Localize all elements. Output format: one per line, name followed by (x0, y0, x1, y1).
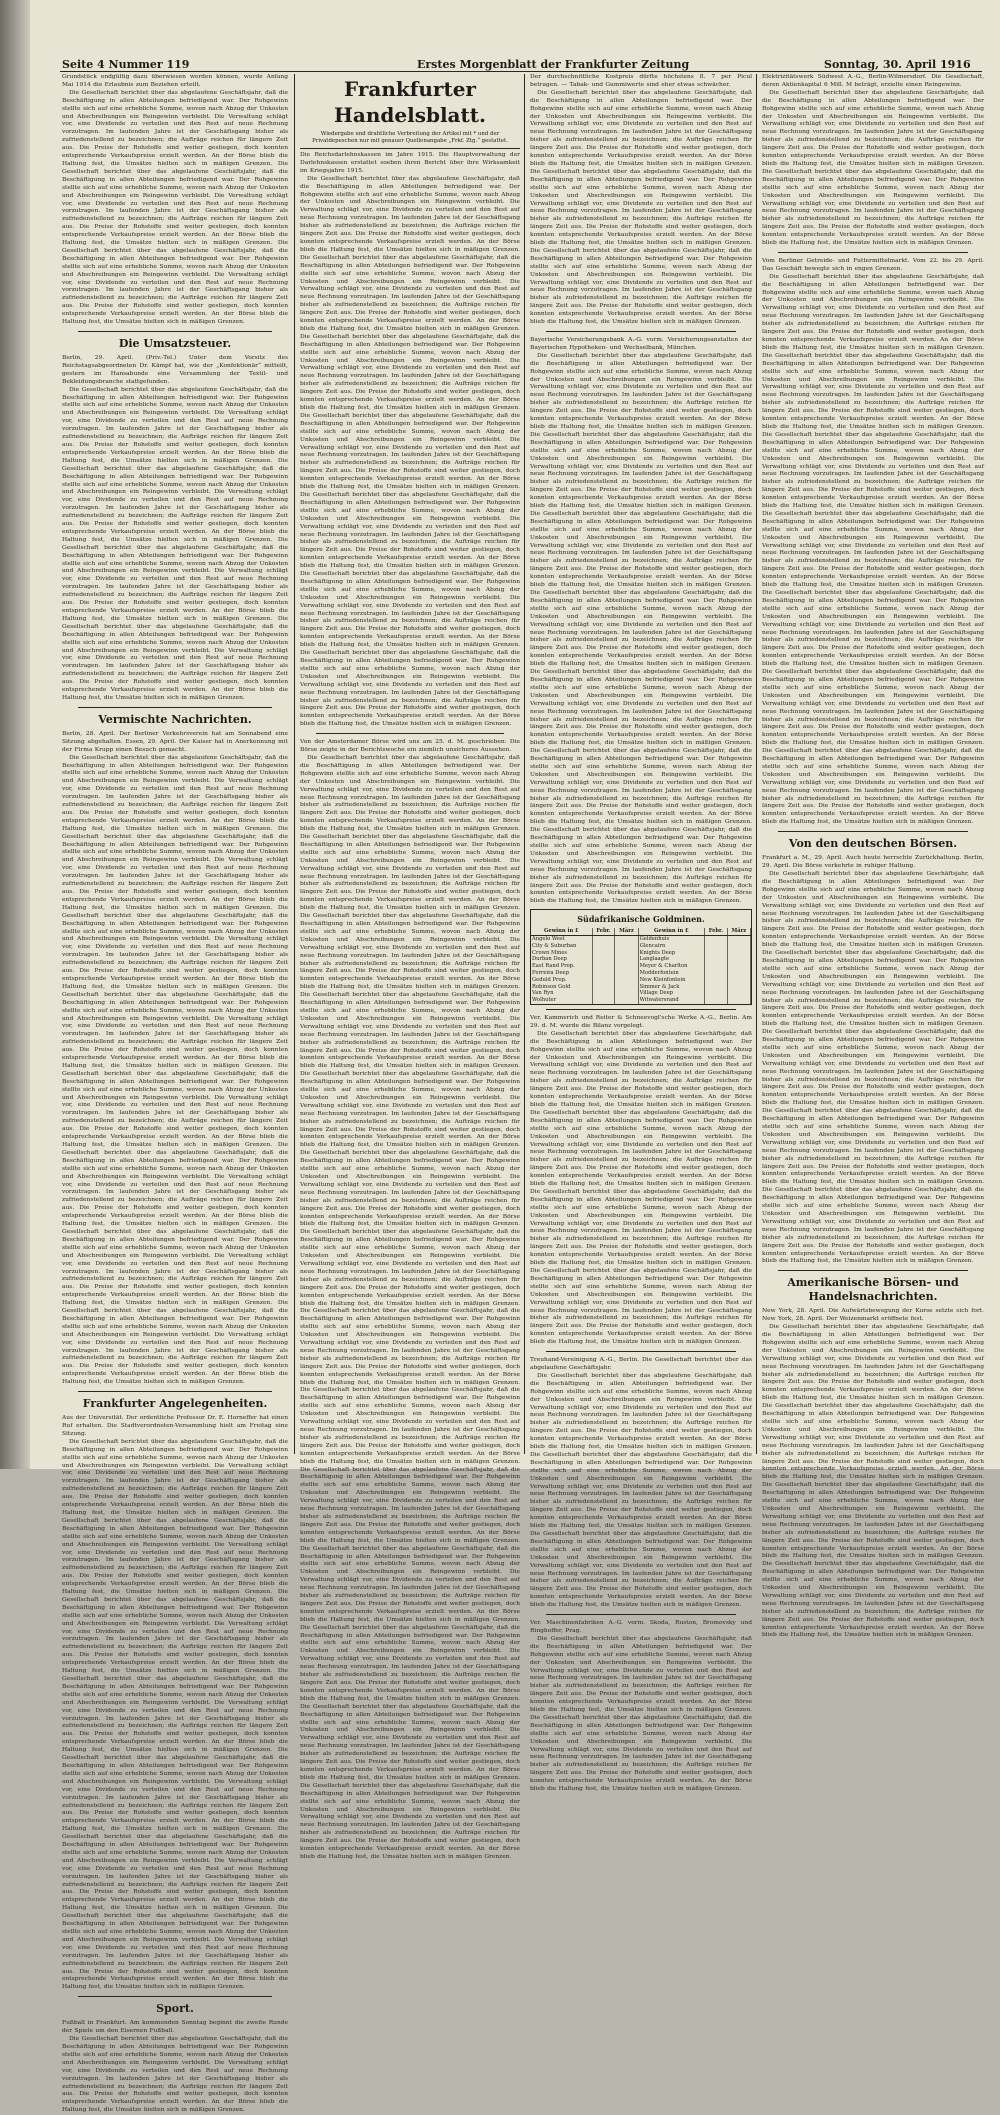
section-heading-sport: Sport. (156, 2002, 194, 2016)
table-cell (727, 984, 750, 991)
column-4 (762, 74, 984, 1639)
table-cell (705, 977, 728, 984)
table-cell (727, 956, 750, 963)
column-divider (524, 74, 525, 1454)
table-row (531, 990, 751, 997)
table-header: März (615, 928, 638, 935)
table-cell (615, 956, 638, 963)
table-cell (615, 997, 638, 1004)
table-cell (592, 943, 615, 950)
article-text: Die Gesellschaft berichtet über das abgelaufene Geschäftsjahr, daß die Beschäftigung in allen Abteilungen befriedigend war. Der Rohgewinn stellte sich auf eine erhebliche Summe, wovon nach Abzug der Unkosten und Abschreibungen ein Reingewinn verbleibt. Die Verwaltung schlägt vor, eine Dividende zu verteilen und den Rest auf neue Rechnung vorzutragen. Im laufenden Jahre ist der Geschäftsgang bisher als zufriedenstellend zu bezeichnen; die Aufträge reichen für längere Zeit aus. Die Preise der Rohstoffe sind weiter gestiegen, doch konnten entsprechende Verkaufspreise erzielt werden. An der Börse blieb die Haltung fest, die Umsätze hielten sich in mäßigen Grenzen. Die Gesellschaft berichtet über das abgelaufene Geschäftsjahr, daß die Beschäftigung in allen Abteilungen befriedigend war. Der Rohgewinn stellte sich auf eine erhebliche Summe, wovon nach Abzug der Unkosten und Abschreibungen ein Reingewinn verbleibt. Die Verwaltung schlägt vor, eine Dividende zu verteilen und den Rest auf neue Rechnung vorzutragen. Im laufenden Jahre ist der Geschäftsgang bisher als zufriedenstellend zu bezeichnen; die Aufträge reichen für längere Zeit aus. Die Preise der Rohstoffe sind weiter gestiegen, doch konnten entsprechende Verkaufspreise erzielt werden. An der Börse blieb die Haltung fest, die Umsätze hielten sich in mäßigen Grenzen. Die Gesellschaft berichtet über das abgelaufene Geschäftsjahr, daß die Beschäftigung in allen Abteilungen befriedigend war. Der Rohgewinn stellte sich auf eine erhebliche Summe, wovon nach Abzug der Unkosten und Abschreibungen ein Reingewinn verbleibt. Die Verwaltung schlägt vor, eine Dividende zu verteilen und den Rest auf neue Rechnung vorzutragen. Im laufenden Jahre ist der Geschäftsgang bisher als zufriedenstellend zu bezeichnen; die Aufträge reichen für längere Zeit aus. Die Preise der Rohstoffe sind weiter gestiegen, doch konnten entsprechende Verkaufspreise erzielt werden. An der Börse blieb die Haltung fest, die Umsätze hielten sich in mäßigen Grenzen. Die Gesellschaft berichtet über das abgelaufene Geschäftsjahr, daß die Beschäftigung in allen Abteilungen befriedigend war. Der Rohgewinn stellte sich auf eine erhebliche Summe, wovon nach Abzug der Unkosten und Abschreibungen ein Reingewinn verbleibt. Die Verwaltung schlägt vor, eine Dividende zu verteilen und den Rest auf neue Rechnung vorzutragen. Im laufenden Jahre ist der Geschäftsgang bisher als zufriedenstellend zu bezeichnen; die Aufträge reichen für längere Zeit aus. Die Preise der Rohstoffe sind weiter gestiegen, doch konnten entsprechende Verkaufspreise erzielt werden. An der Börse blieb die Haltung fest, die Umsätze hielten sich in mäßigen Grenzen. Die Gesellschaft berichtet über das abgelaufene Geschäftsjahr, daß die Beschäftigung in allen Abteilungen befriedigend war. Der Rohgewinn stellte sich auf eine erhebliche Summe, wovon nach Abzug der Unkosten und Abschreibungen ein Reingewinn verbleibt. Die Verwaltung schlägt vor, eine Dividende zu verteilen und den Rest auf neue Rechnung vorzutragen. Im laufenden Jahre ist der Geschäftsgang bisher als zufriedenstellend zu bezeichnen; die Aufträge reichen für längere Zeit aus. Die Preise der Rohstoffe sind weiter gestiegen, doch konnten entsprechende Verkaufspreise erzielt werden. An der Börse blieb die Haltung fest, die Umsätze hielten sich in mäßigen Grenzen. Die Gesellschaft berichtet über das abgelaufene Geschäftsjahr, daß die Beschäftigung in allen Abteilungen befriedigend war. Der Rohgewinn stellte sich auf eine erhebliche Summe, wovon nach Abzug der Unkosten und Abschreibungen ein Reingewinn verbleibt. Die Verwaltung schlägt vor, eine Dividende zu verteilen und den Rest auf neue Rechnung vorzutragen. Im laufenden Jahre ist der Geschäftsgang bisher als zufriedenstellend zu bezeichnen; die Aufträge reichen für längere Zeit aus. Die Preise der Rohstoffe sind weiter gestiegen, doch konnten entsprechende Verkaufspreise erzielt werden. An der Börse blieb die Haltung fest, die Umsätze hielten sich in mäßigen Grenzen. Die Gesellschaft berichtet über das abgelaufene Geschäftsjahr, daß die Beschäftigung in allen Abteilungen befriedigend war. Der Rohgewinn stellte sich auf eine erhebliche Summe, wovon nach Abzug der Unkosten und Abschreibungen ein Reingewinn verbleibt. Die Verwaltung schlägt vor, eine Dividende zu verteilen und den Rest auf neue Rechnung vorzutragen. Im laufenden Jahre ist der Geschäftsgang bisher als zufriedenstellend zu bezeichnen; die Aufträge reichen für längere Zeit aus. Die Preise der Rohstoffe sind weiter gestiegen, doch konnten entsprechende Verkaufspreise erzielt werden. An der Börse blieb die Haltung fest, die Umsätze hielten sich in mäßigen Grenzen. (62, 1438, 288, 1991)
table-cell (592, 977, 615, 984)
table-cell (727, 990, 750, 997)
table-cell (592, 984, 615, 991)
article-text: Die Gesellschaft berichtet über das abgelaufene Geschäftsjahr, daß die Beschäftigung in allen Abteilungen befriedigend war. Der Rohgewinn stellte sich auf eine erhebliche Summe, wovon nach Abzug der Unkosten und Abschreibungen ein Reingewinn verbleibt. Die Verwaltung schlägt vor, eine Dividende zu verteilen und den Rest auf neue Rechnung vorzutragen. Im laufenden Jahre ist der Geschäftsgang bisher als zufriedenstellend zu bezeichnen; die Aufträge reichen für längere Zeit aus. Die Preise der Rohstoffe sind weiter gestiegen, doch konnten entsprechende Verkaufspreise erzielt werden. An der Börse blieb die Haltung fest, die Umsätze hielten sich in mäßigen Grenzen. Die Gesellschaft berichtet über das abgelaufene Geschäftsjahr, daß die Beschäftigung in allen Abteilungen befriedigend war. Der Rohgewinn stellte sich auf eine erhebliche Summe, wovon nach Abzug der Unkosten und Abschreibungen ein Reingewinn verbleibt. Die Verwaltung schlägt vor, eine Dividende zu verteilen und den Rest auf neue Rechnung vorzutragen. Im laufenden Jahre ist der Geschäftsgang bisher als zufriedenstellend zu bezeichnen; die Aufträge reichen für längere Zeit aus. Die Preise der Rohstoffe sind weiter gestiegen, doch konnten entsprechende Verkaufspreise erzielt werden. An der Börse blieb die Haltung fest, die Umsätze hielten sich in mäßigen Grenzen. Die Gesellschaft berichtet über das abgelaufene Geschäftsjahr, daß die Beschäftigung in allen Abteilungen befriedigend war. Der Rohgewinn stellte sich auf eine erhebliche Summe, wovon nach Abzug der Unkosten und Abschreibungen ein Reingewinn verbleibt. Die Verwaltung schlägt vor, eine Dividende zu verteilen und den Rest auf neue Rechnung vorzutragen. Im laufenden Jahre ist der Geschäftsgang bisher als zufriedenstellend zu bezeichnen; die Aufträge reichen für längere Zeit aus. Die Preise der Rohstoffe sind weiter gestiegen, doch konnten entsprechende Verkaufspreise erzielt werden. An der Börse blieb die Haltung fest, die Umsätze hielten sich in mäßigen Grenzen. Die Gesellschaft berichtet über das abgelaufene Geschäftsjahr, daß die Beschäftigung in allen Abteilungen befriedigend war. Der Rohgewinn stellte sich auf eine erhebliche Summe, wovon nach Abzug der Unkosten und Abschreibungen ein Reingewinn verbleibt. Die Verwaltung schlägt vor, eine Dividende zu verteilen und den Rest auf neue Rechnung vorzutragen. Im laufenden Jahre ist der Geschäftsgang bisher als zufriedenstellend zu bezeichnen; die Aufträge reichen für längere Zeit aus. Die Preise der Rohstoffe sind weiter gestiegen, doch konnten entsprechende Verkaufspreise erzielt werden. An der Börse blieb die Haltung fest, die Umsätze hielten sich in mäßigen Grenzen. (762, 1324, 984, 1639)
table-cell (727, 943, 750, 950)
article-text: Die Gesellschaft berichtet über das abgelaufene Geschäftsjahr, daß die Beschäftigung in allen Abteilungen befriedigend war. Der Rohgewinn stellte sich auf eine erhebliche Summe, wovon nach Abzug der Unkosten und Abschreibungen ein Reingewinn verbleibt. Die Verwaltung schlägt vor, eine Dividende zu verteilen und den Rest auf neue Rechnung vorzutragen. Im laufenden Jahre ist der Geschäftsgang bisher als zufriedenstellend zu bezeichnen; die Aufträge reichen für längere Zeit aus. Die Preise der Rohstoffe sind weiter gestiegen, doch konnten entsprechende Verkaufspreise erzielt werden. An der Börse blieb die Haltung fest, die Umsätze hielten sich in mäßigen Grenzen. Die Gesellschaft berichtet über das abgelaufene Geschäftsjahr, daß die Beschäftigung in allen Abteilungen befriedigend war. Der Rohgewinn stellte sich auf eine erhebliche Summe, wovon nach Abzug der Unkosten und Abschreibungen ein Reingewinn verbleibt. Die Verwaltung schlägt vor, eine Dividende zu verteilen und den Rest auf neue Rechnung vorzutragen. Im laufenden Jahre ist der Geschäftsgang bisher als zufriedenstellend zu bezeichnen; die Aufträge reichen für längere Zeit aus. Die Preise der Rohstoffe sind weiter gestiegen, doch konnten entsprechende Verkaufspreise erzielt werden. An der Börse blieb die Haltung fest, die Umsätze hielten sich in mäßigen Grenzen. Die Gesellschaft berichtet über das abgelaufene Geschäftsjahr, daß die Beschäftigung in allen Abteilungen befriedigend war. Der Rohgewinn stellte sich auf eine erhebliche Summe, wovon nach Abzug der Unkosten und Abschreibungen ein Reingewinn verbleibt. Die Verwaltung schlägt vor, eine Dividende zu verteilen und den Rest auf neue Rechnung vorzutragen. Im laufenden Jahre ist der Geschäftsgang bisher als zufriedenstellend zu bezeichnen; die Aufträge reichen für längere Zeit aus. Die Preise der Rohstoffe sind weiter gestiegen, doch konnten entsprechende Verkaufspreise erzielt werden. An der Börse blieb die Haltung fest, die Umsätze hielten sich in mäßigen Grenzen. Die Gesellschaft berichtet über das abgelaufene Geschäftsjahr, daß die Beschäftigung in allen Abteilungen befriedigend war. Der Rohgewinn stellte sich auf eine erhebliche Summe, wovon nach Abzug der Unkosten und Abschreibungen ein Reingewinn verbleibt. Die Verwaltung schlägt vor, eine Dividende zu verteilen und den Rest auf neue Rechnung vorzutragen. Im laufenden Jahre ist der Geschäftsgang bisher als zufriedenstellend zu bezeichnen; die Aufträge reichen für längere Zeit aus. Die Preise der Rohstoffe sind weiter gestiegen, doch konnten entsprechende Verkaufspreise erzielt werden. An der Börse blieb die Haltung fest, die Umsätze hielten sich in mäßigen Grenzen. Die Gesellschaft berichtet über das abgelaufene Geschäftsjahr, daß die Beschäftigung in allen Abteilungen befriedigend war. Der Rohgewinn stellte sich auf eine erhebliche Summe, wovon nach Abzug der Unkosten und Abschreibungen ein Reingewinn verbleibt. Die Verwaltung schlägt vor, eine Dividende zu verteilen und den Rest auf neue Rechnung vorzutragen. Im laufenden Jahre ist der Geschäftsgang bisher als zufriedenstellend zu bezeichnen; die Aufträge reichen für längere Zeit aus. Die Preise der Rohstoffe sind weiter gestiegen, doch konnten entsprechende Verkaufspreise erzielt werden. An der Börse blieb die Haltung fest, die Umsätze hielten sich in mäßigen Grenzen. Die Gesellschaft berichtet über das abgelaufene Geschäftsjahr, daß die Beschäftigung in allen Abteilungen befriedigend war. Der Rohgewinn stellte sich auf eine erhebliche Summe, wovon nach Abzug der Unkosten und Abschreibungen ein Reingewinn verbleibt. Die Verwaltung schlägt vor, eine Dividende zu verteilen und den Rest auf neue Rechnung vorzutragen. Im laufenden Jahre ist der Geschäftsgang bisher als zufriedenstellend zu bezeichnen; die Aufträge reichen für längere Zeit aus. Die Preise der Rohstoffe sind weiter gestiegen, doch konnten entsprechende Verkaufspreise erzielt werden. An der Börse blieb die Haltung fest, die Umsätze hielten sich in mäßigen Grenzen. Die Gesellschaft berichtet über das abgelaufene Geschäftsjahr, daß die Beschäftigung in allen Abteilungen befriedigend war. Der Rohgewinn stellte sich auf eine erhebliche Summe, wovon nach Abzug der Unkosten und Abschreibungen ein Reingewinn verbleibt. Die Verwaltung schlägt vor, eine Dividende zu verteilen und den Rest auf neue Rechnung vorzutragen. Im laufenden Jahre ist der Geschäftsgang bisher als zufriedenstellend zu bezeichnen; die Aufträge reichen für längere Zeit aus. Die Preise der Rohstoffe sind weiter gestiegen, doch konnten entsprechende Verkaufspreise erzielt werden. An der Börse blieb die Haltung fest, die Umsätze hielten sich in mäßigen Grenzen. Die Gesellschaft berichtet über das abgelaufene Geschäftsjahr, daß die Beschäftigung in allen Abteilungen befriedigend war. Der Rohgewinn stellte sich auf eine erhebliche Summe, wovon nach Abzug der Unkosten und Abschreibungen ein Reingewinn verbleibt. Die Verwaltung schlägt vor, eine Dividende zu verteilen und den Rest auf neue Rechnung vorzutragen. Im laufenden Jahre ist der Geschäftsgang bisher als zufriedenstellend zu bezeichnen; die Aufträge reichen für längere Zeit aus. Die Preise der Rohstoffe sind weiter gestiegen, doch konnten entsprechende Verkaufspreise erzielt werden. An der Börse blieb die Haltung fest, die Umsätze hielten sich in mäßigen Grenzen. Die Gesellschaft berichtet über das abgelaufene Geschäftsjahr, daß die Beschäftigung in allen Abteilungen befriedigend war. Der Rohgewinn stellte sich auf eine erhebliche Summe, wovon nach Abzug der Unkosten und Abschreibungen ein Reingewinn verbleibt. Die Verwaltung schlägt vor, eine Dividende zu verteilen und den Rest auf neue Rechnung vorzutragen. Im laufenden Jahre ist der Geschäftsgang bisher als zufriedenstellend zu bezeichnen; die Aufträge reichen für längere Zeit aus. Die Preise der Rohstoffe sind weiter gestiegen, doch konnten entsprechende Verkaufspreise erzielt werden. An der Börse blieb die Haltung fest, die Umsätze hielten sich in mäßigen Grenzen. Die Gesellschaft berichtet über das abgelaufene Geschäftsjahr, daß die Beschäftigung in allen Abteilungen befriedigend war. Der Rohgewinn stellte sich auf eine erhebliche Summe, wovon nach Abzug der Unkosten und Abschreibungen ein Reingewinn verbleibt. Die Verwaltung schlägt vor, eine Dividende zu verteilen und den Rest auf neue Rechnung vorzutragen. Im laufenden Jahre ist der Geschäftsgang bisher als zufriedenstellend zu bezeichnen; die Aufträge reichen für längere Zeit aus. Die Preise der Rohstoffe sind weiter gestiegen, doch konnten entsprechende Verkaufspreise erzielt werden. An der Börse blieb die Haltung fest, die Umsätze hielten sich in mäßigen Grenzen. Die Gesellschaft berichtet über das abgelaufene Geschäftsjahr, daß die Beschäftigung in allen Abteilungen befriedigend war. Der Rohgewinn stellte sich auf eine erhebliche Summe, wovon nach Abzug der Unkosten und Abschreibungen ein Reingewinn verbleibt. Die Verwaltung schlägt vor, eine Dividende zu verteilen und den Rest auf neue Rechnung vorzutragen. Im laufenden Jahre ist der Geschäftsgang bisher als zufriedenstellend zu bezeichnen; die Aufträge reichen für längere Zeit aus. Die Preise der Rohstoffe sind weiter gestiegen, doch konnten entsprechende Verkaufspreise erzielt werden. An der Börse blieb die Haltung fest, die Umsätze hielten sich in mäßigen Grenzen. Die Gesellschaft berichtet über das abgelaufene Geschäftsjahr, daß die Beschäftigung in allen Abteilungen befriedigend war. Der Rohgewinn stellte sich auf eine erhebliche Summe, wovon nach Abzug der Unkosten und Abschreibungen ein Reingewinn verbleibt. Die Verwaltung schlägt vor, eine Dividende zu verteilen und den Rest auf neue Rechnung vorzutragen. Im laufenden Jahre ist der Geschäftsgang bisher als zufriedenstellend zu bezeichnen; die Aufträge reichen für längere Zeit aus. Die Preise der Rohstoffe sind weiter gestiegen, doch konnten entsprechende Verkaufspreise erzielt werden. An der Börse blieb die Haltung fest, die Umsätze hielten sich in mäßigen Grenzen. Die Gesellschaft berichtet über das abgelaufene Geschäftsjahr, daß die Beschäftigung in allen Abteilungen befriedigend war. Der Rohgewinn stellte sich auf eine erhebliche Summe, wovon nach Abzug der Unkosten und Abschreibungen ein Reingewinn verbleibt. Die Verwaltung schlägt vor, eine Dividende zu verteilen und den Rest auf neue Rechnung vorzutragen. Im laufenden Jahre ist der Geschäftsgang bisher als zufriedenstellend zu bezeichnen; die Aufträge reichen für längere Zeit aus. Die Preise der Rohstoffe sind weiter gestiegen, doch konnten entsprechende Verkaufspreise erzielt werden. An der Börse blieb die Haltung fest, die Umsätze hielten sich in mäßigen Grenzen. Die Gesellschaft berichtet über das abgelaufene Geschäftsjahr, daß die Beschäftigung in allen Abteilungen befriedigend war. Der Rohgewinn stellte sich auf eine erhebliche Summe, wovon nach Abzug der Unkosten und Abschreibungen ein Reingewinn verbleibt. Die Verwaltung schlägt vor, eine Dividende zu verteilen und den Rest auf neue Rechnung vorzutragen. Im laufenden Jahre ist der Geschäftsgang bisher als zufriedenstellend zu bezeichnen; die Aufträge reichen für längere Zeit aus. Die Preise der Rohstoffe sind weiter gestiegen, doch konnten entsprechende Verkaufspreise erzielt werden. An der Börse blieb die Haltung fest, die Umsätze hielten sich in mäßigen Grenzen. (300, 754, 520, 1860)
table-cell (615, 943, 638, 950)
table-cell (705, 963, 728, 970)
table-cell: Meyer & Charlton (638, 963, 704, 970)
article-text: Treuhand-Vereinigung A.-G., Berlin. Die Gesellschaft berichtet über das abgelaufene Geschäftsjahr. (530, 1357, 752, 1371)
article-text: Die Gesellschaft berichtet über das abgelaufene Geschäftsjahr, daß die Beschäftigung in allen Abteilungen befriedigend war. Der Rohgewinn stellte sich auf eine erhebliche Summe, wovon nach Abzug der Unkosten und Abschreibungen ein Reingewinn verbleibt. Die Verwaltung schlägt vor, eine Dividende zu verteilen und den Rest auf neue Rechnung vorzutragen. Im laufenden Jahre ist der Geschäftsgang bisher als zufriedenstellend zu bezeichnen; die Aufträge reichen für längere Zeit aus. Die Preise der Rohstoffe sind weiter gestiegen, doch konnten entsprechende Verkaufspreise erzielt werden. An der Börse blieb die Haltung fest, die Umsätze hielten sich in mäßigen Grenzen. Die Gesellschaft berichtet über das abgelaufene Geschäftsjahr, daß die Beschäftigung in allen Abteilungen befriedigend war. Der Rohgewinn stellte sich auf eine erhebliche Summe, wovon nach Abzug der Unkosten und Abschreibungen ein Reingewinn verbleibt. Die Verwaltung schlägt vor, eine Dividende zu verteilen und den Rest auf neue Rechnung vorzutragen. Im laufenden Jahre ist der Geschäftsgang bisher als zufriedenstellend zu bezeichnen; die Aufträge reichen für längere Zeit aus. Die Preise der Rohstoffe sind weiter gestiegen, doch konnten entsprechende Verkaufspreise erzielt werden. An der Börse blieb die Haltung fest, die Umsätze hielten sich in mäßigen Grenzen. Die Gesellschaft berichtet über das abgelaufene Geschäftsjahr, daß die Beschäftigung in allen Abteilungen befriedigend war. Der Rohgewinn stellte sich auf eine erhebliche Summe, wovon nach Abzug der Unkosten und Abschreibungen ein Reingewinn verbleibt. Die Verwaltung schlägt vor, eine Dividende zu verteilen und den Rest auf neue Rechnung vorzutragen. Im laufenden Jahre ist der Geschäftsgang bisher als zufriedenstellend zu bezeichnen; die Aufträge reichen für längere Zeit aus. Die Preise der Rohstoffe sind weiter gestiegen, doch konnten entsprechende Verkaufspreise erzielt werden. An der Börse blieb die Haltung fest, die Umsätze hielten sich in mäßigen Grenzen. Die Gesellschaft berichtet über das abgelaufene Geschäftsjahr, daß die Beschäftigung in allen Abteilungen befriedigend war. Der Rohgewinn stellte sich auf eine erhebliche Summe, wovon nach Abzug der Unkosten und Abschreibungen ein Reingewinn verbleibt. Die Verwaltung schlägt vor, eine Dividende zu verteilen und den Rest auf neue Rechnung vorzutragen. Im laufenden Jahre ist der Geschäftsgang bisher als zufriedenstellend zu bezeichnen; die Aufträge reichen für längere Zeit aus. Die Preise der Rohstoffe sind weiter gestiegen, doch konnten entsprechende Verkaufspreise erzielt werden. An der Börse blieb die Haltung fest, die Umsätze hielten sich in mäßigen Grenzen. Die Gesellschaft berichtet über das abgelaufene Geschäftsjahr, daß die Beschäftigung in allen Abteilungen befriedigend war. Der Rohgewinn stellte sich auf eine erhebliche Summe, wovon nach Abzug der Unkosten und Abschreibungen ein Reingewinn verbleibt. Die Verwaltung schlägt vor, eine Dividende zu verteilen und den Rest auf neue Rechnung vorzutragen. Im laufenden Jahre ist der Geschäftsgang bisher als zufriedenstellend zu bezeichnen; die Aufträge reichen für längere Zeit aus. Die Preise der Rohstoffe sind weiter gestiegen, doch konnten entsprechende Verkaufspreise erzielt werden. An der Börse blieb die Haltung fest, die Umsätze hielten sich in mäßigen Grenzen. Die Gesellschaft berichtet über das abgelaufene Geschäftsjahr, daß die Beschäftigung in allen Abteilungen befriedigend war. Der Rohgewinn stellte sich auf eine erhebliche Summe, wovon nach Abzug der Unkosten und Abschreibungen ein Reingewinn verbleibt. Die Verwaltung schlägt vor, eine Dividende zu verteilen und den Rest auf neue Rechnung vorzutragen. Im laufenden Jahre ist der Geschäftsgang bisher als zufriedenstellend zu bezeichnen; die Aufträge reichen für längere Zeit aus. Die Preise der Rohstoffe sind weiter gestiegen, doch konnten entsprechende Verkaufspreise erzielt werden. An der Börse blieb die Haltung fest, die Umsätze hielten sich in mäßigen Grenzen. Die Gesellschaft berichtet über das abgelaufene Geschäftsjahr, daß die Beschäftigung in allen Abteilungen befriedigend war. Der Rohgewinn stellte sich auf eine erhebliche Summe, wovon nach Abzug der Unkosten und Abschreibungen ein Reingewinn verbleibt. Die Verwaltung schlägt vor, eine Dividende zu verteilen und den Rest auf neue Rechnung vorzutragen. Im laufenden Jahre ist der Geschäftsgang bisher als zufriedenstellend zu bezeichnen; die Aufträge reichen für längere Zeit aus. Die Preise der Rohstoffe sind weiter gestiegen, doch konnten entsprechende Verkaufspreise erzielt werden. An der Börse blieb die Haltung fest, die Umsätze hielten sich in mäßigen Grenzen. Die Gesellschaft berichtet über das abgelaufene Geschäftsjahr, daß die Beschäftigung in allen Abteilungen befriedigend war. Der Rohgewinn stellte sich auf eine erhebliche Summe, wovon nach Abzug der Unkosten und Abschreibungen ein Reingewinn verbleibt. Die Verwaltung schlägt vor, eine Dividende zu verteilen und den Rest auf neue Rechnung vorzutragen. Im laufenden Jahre ist der Geschäftsgang bisher als zufriedenstellend zu bezeichnen; die Aufträge reichen für längere Zeit aus. Die Preise der Rohstoffe sind weiter gestiegen, doch konnten entsprechende Verkaufspreise erzielt werden. An der Börse blieb die Haltung fest, die Umsätze hielten sich in mäßigen Grenzen. (62, 754, 288, 1386)
table-cell: East Rand Prop. (531, 963, 592, 970)
table-header: Febr. (705, 928, 728, 935)
table-cell (615, 984, 638, 991)
article-text: Die Gesellschaft berichtet über das abgelaufene Geschäftsjahr, daß die Beschäftigung in allen Abteilungen befriedigend war. Der Rohgewinn stellte sich auf eine erhebliche Summe, wovon nach Abzug der Unkosten und Abschreibungen ein Reingewinn verbleibt. Die Verwaltung schlägt vor, eine Dividende zu verteilen und den Rest auf neue Rechnung vorzutragen. Im laufenden Jahre ist der Geschäftsgang bisher als zufriedenstellend zu bezeichnen; die Aufträge reichen für längere Zeit aus. Die Preise der Rohstoffe sind weiter gestiegen, doch konnten entsprechende Verkaufspreise erzielt werden. An der Börse blieb die Haltung fest, die Umsätze hielten sich in mäßigen Grenzen. Die Gesellschaft berichtet über das abgelaufene Geschäftsjahr, daß die Beschäftigung in allen Abteilungen befriedigend war. Der Rohgewinn stellte sich auf eine erhebliche Summe, wovon nach Abzug der Unkosten und Abschreibungen ein Reingewinn verbleibt. Die Verwaltung schlägt vor, eine Dividende zu verteilen und den Rest auf neue Rechnung vorzutragen. Im laufenden Jahre ist der Geschäftsgang bisher als zufriedenstellend zu bezeichnen; die Aufträge reichen für längere Zeit aus. Die Preise der Rohstoffe sind weiter gestiegen, doch konnten entsprechende Verkaufspreise erzielt werden. An der Börse blieb die Haltung fest, die Umsätze hielten sich in mäßigen Grenzen. Die Gesellschaft berichtet über das abgelaufene Geschäftsjahr, daß die Beschäftigung in allen Abteilungen befriedigend war. Der Rohgewinn stellte sich auf eine erhebliche Summe, wovon nach Abzug der Unkosten und Abschreibungen ein Reingewinn verbleibt. Die Verwaltung schlägt vor, eine Dividende zu verteilen und den Rest auf neue Rechnung vorzutragen. Im laufenden Jahre ist der Geschäftsgang bisher als zufriedenstellend zu bezeichnen; die Aufträge reichen für längere Zeit aus. Die Preise der Rohstoffe sind weiter gestiegen, doch konnten entsprechende Verkaufspreise erzielt werden. An der Börse blieb die Haltung fest, die Umsätze hielten sich in mäßigen Grenzen. (530, 1372, 752, 1609)
table-cell: Durban Deep (531, 956, 592, 963)
table-row (531, 956, 751, 963)
table-cell (592, 936, 615, 943)
section-rule (546, 1351, 736, 1352)
section-masthead: Frankfurter Handelsblatt. (334, 77, 486, 127)
article-text: Die Reichsdarlehnskassen im Jahre 1915. Die Hauptverwaltung der Darlehnskassen erstattet soeben ihren Bericht über ihre Wirksamkeit im Kriegsjahre 1915. (300, 152, 520, 174)
table-row (531, 936, 751, 943)
article-text: Die Gesellschaft berichtet über das abgelaufene Geschäftsjahr, daß die Beschäftigung in allen Abteilungen befriedigend war. Der Rohgewinn stellte sich auf eine erhebliche Summe, wovon nach Abzug der Unkosten und Abschreibungen ein Reingewinn verbleibt. Die Verwaltung schlägt vor, eine Dividende zu verteilen und den Rest auf neue Rechnung vorzutragen. Im laufenden Jahre ist der Geschäftsgang bisher als zufriedenstellend zu bezeichnen; die Aufträge reichen für längere Zeit aus. Die Preise der Rohstoffe sind weiter gestiegen, doch konnten entsprechende Verkaufspreise erzielt werden. An der Börse blieb die Haltung fest, die Umsätze hielten sich in mäßigen Grenzen. Die Gesellschaft berichtet über das abgelaufene Geschäftsjahr, daß die Beschäftigung in allen Abteilungen befriedigend war. Der Rohgewinn stellte sich auf eine erhebliche Summe, wovon nach Abzug der Unkosten und Abschreibungen ein Reingewinn verbleibt. Die Verwaltung schlägt vor, eine Dividende zu verteilen und den Rest auf neue Rechnung vorzutragen. Im laufenden Jahre ist der Geschäftsgang bisher als zufriedenstellend zu bezeichnen; die Aufträge reichen für längere Zeit aus. Die Preise der Rohstoffe sind weiter gestiegen, doch konnten entsprechende Verkaufspreise erzielt werden. An der Börse blieb die Haltung fest, die Umsätze hielten sich in mäßigen Grenzen. Die Gesellschaft berichtet über das abgelaufene Geschäftsjahr, daß die Beschäftigung in allen Abteilungen befriedigend war. Der Rohgewinn stellte sich auf eine erhebliche Summe, wovon nach Abzug der Unkosten und Abschreibungen ein Reingewinn verbleibt. Die Verwaltung schlägt vor, eine Dividende zu verteilen und den Rest auf neue Rechnung vorzutragen. Im laufenden Jahre ist der Geschäftsgang bisher als zufriedenstellend zu bezeichnen; die Aufträge reichen für längere Zeit aus. Die Preise der Rohstoffe sind weiter gestiegen, doch konnten entsprechende Verkaufspreise erzielt werden. An der Börse blieb die Haltung fest, die Umsätze hielten sich in mäßigen Grenzen. Die Gesellschaft berichtet über das abgelaufene Geschäftsjahr, daß die Beschäftigung in allen Abteilungen befriedigend war. Der Rohgewinn stellte sich auf eine erhebliche Summe, wovon nach Abzug der Unkosten und Abschreibungen ein Reingewinn verbleibt. Die Verwaltung schlägt vor, eine Dividende zu verteilen und den Rest auf neue Rechnung vorzutragen. Im laufenden Jahre ist der Geschäftsgang bisher als zufriedenstellend zu bezeichnen; die Aufträge reichen für längere Zeit aus. Die Preise der Rohstoffe sind weiter gestiegen, doch konnten entsprechende Verkaufspreise erzielt werden. An der Börse blieb die Haltung fest, die Umsätze hielten sich in mäßigen Grenzen. Die Gesellschaft berichtet über das abgelaufene Geschäftsjahr, daß die Beschäftigung in allen Abteilungen befriedigend war. Der Rohgewinn stellte sich auf eine erhebliche Summe, wovon nach Abzug der Unkosten und Abschreibungen ein Reingewinn verbleibt. Die Verwaltung schlägt vor, eine Dividende zu verteilen und den Rest auf neue Rechnung vorzutragen. Im laufenden Jahre ist der Geschäftsgang bisher als zufriedenstellend zu bezeichnen; die Aufträge reichen für längere Zeit aus. Die Preise der Rohstoffe sind weiter gestiegen, doch konnten entsprechende Verkaufspreise erzielt werden. An der Börse blieb die Haltung fest, die Umsätze hielten sich in mäßigen Grenzen. Die Gesellschaft berichtet über das abgelaufene Geschäftsjahr, daß die Beschäftigung in allen Abteilungen befriedigend war. Der Rohgewinn stellte sich auf eine erhebliche Summe, wovon nach Abzug der Unkosten und Abschreibungen ein Reingewinn verbleibt. Die Verwaltung schlägt vor, eine Dividende zu verteilen und den Rest auf neue Rechnung vorzutragen. Im laufenden Jahre ist der Geschäftsgang bisher als zufriedenstellend zu bezeichnen; die Aufträge reichen für längere Zeit aus. Die Preise der Rohstoffe sind weiter gestiegen, doch konnten entsprechende Verkaufspreise erzielt werden. An der Börse blieb die Haltung fest, die Umsätze hielten sich in mäßigen Grenzen. Die Gesellschaft berichtet über das abgelaufene Geschäftsjahr, daß die Beschäftigung in allen Abteilungen befriedigend war. Der Rohgewinn stellte sich auf eine erhebliche Summe, wovon nach Abzug der Unkosten und Abschreibungen ein Reingewinn verbleibt. Die Verwaltung schlägt vor, eine Dividende zu verteilen und den Rest auf neue Rechnung vorzutragen. Im laufenden Jahre ist der Geschäftsgang bisher als zufriedenstellend zu bezeichnen; die Aufträge reichen für längere Zeit aus. Die Preise der Rohstoffe sind weiter gestiegen, doch konnten entsprechende Verkaufspreise erzielt werden. An der Börse blieb die Haltung fest, die Umsätze hielten sich in mäßigen Grenzen. (762, 273, 984, 826)
table-cell: Geldenhuis (638, 936, 704, 943)
column-2 (300, 74, 520, 1860)
table-cell: Modderfontein (638, 970, 704, 977)
table-cell: Knights Deep (638, 950, 704, 957)
copyright-note: Wiedergabe und drahtliche Verbreitung der Artikel mit * und der Privatdepeschen nur mit genauer Quellenangabe „Frkf. Ztg.“ gestattet. (300, 131, 520, 149)
table-cell (705, 970, 728, 977)
table-cell (615, 970, 638, 977)
table-cell (592, 956, 615, 963)
table-cell (727, 963, 750, 970)
table-cell (727, 936, 750, 943)
table-cell (615, 950, 638, 957)
article-text: Die Gesellschaft berichtet über das abgelaufene Geschäftsjahr, daß die Beschäftigung in allen Abteilungen befriedigend war. Der Rohgewinn stellte sich auf eine erhebliche Summe, wovon nach Abzug der Unkosten und Abschreibungen ein Reingewinn verbleibt. Die Verwaltung schlägt vor, eine Dividende zu verteilen und den Rest auf neue Rechnung vorzutragen. Im laufenden Jahre ist der Geschäftsgang bisher als zufriedenstellend zu bezeichnen; die Aufträge reichen für längere Zeit aus. Die Preise der Rohstoffe sind weiter gestiegen, doch konnten entsprechende Verkaufspreise erzielt werden. An der Börse blieb die Haltung fest, die Umsätze hielten sich in mäßigen Grenzen. Die Gesellschaft berichtet über das abgelaufene Geschäftsjahr, daß die Beschäftigung in allen Abteilungen befriedigend war. Der Rohgewinn stellte sich auf eine erhebliche Summe, wovon nach Abzug der Unkosten und Abschreibungen ein Reingewinn verbleibt. Die Verwaltung schlägt vor, eine Dividende zu verteilen und den Rest auf neue Rechnung vorzutragen. Im laufenden Jahre ist der Geschäftsgang bisher als zufriedenstellend zu bezeichnen; die Aufträge reichen für längere Zeit aus. Die Preise der Rohstoffe sind weiter gestiegen, doch konnten entsprechende Verkaufspreise erzielt werden. An der Börse blieb die Haltung fest, die Umsätze hielten sich in mäßigen Grenzen. Die Gesellschaft berichtet über das abgelaufene Geschäftsjahr, daß die Beschäftigung in allen Abteilungen befriedigend war. Der Rohgewinn stellte sich auf eine erhebliche Summe, wovon nach Abzug der Unkosten und Abschreibungen ein Reingewinn verbleibt. Die Verwaltung schlägt vor, eine Dividende zu verteilen und den Rest auf neue Rechnung vorzutragen. Im laufenden Jahre ist der Geschäftsgang bisher als zufriedenstellend zu bezeichnen; die Aufträge reichen für längere Zeit aus. Die Preise der Rohstoffe sind weiter gestiegen, doch konnten entsprechende Verkaufspreise erzielt werden. An der Börse blieb die Haltung fest, die Umsätze hielten sich in mäßigen Grenzen. Die Gesellschaft berichtet über das abgelaufene Geschäftsjahr, daß die Beschäftigung in allen Abteilungen befriedigend war. Der Rohgewinn stellte sich auf eine erhebliche Summe, wovon nach Abzug der Unkosten und Abschreibungen ein Reingewinn verbleibt. Die Verwaltung schlägt vor, eine Dividende zu verteilen und den Rest auf neue Rechnung vorzutragen. Im laufenden Jahre ist der Geschäftsgang bisher als zufriedenstellend zu bezeichnen; die Aufträge reichen für längere Zeit aus. Die Preise der Rohstoffe sind weiter gestiegen, doch konnten entsprechende Verkaufspreise erzielt werden. An der Börse blieb die Haltung fest, die Umsätze hielten sich in mäßigen Grenzen. Die Gesellschaft berichtet über das abgelaufene Geschäftsjahr, daß die Beschäftigung in allen Abteilungen befriedigend war. Der Rohgewinn stellte sich auf eine erhebliche Summe, wovon nach Abzug der Unkosten und Abschreibungen ein Reingewinn verbleibt. Die Verwaltung schlägt vor, eine Dividende zu verteilen und den Rest auf neue Rechnung vorzutragen. Im laufenden Jahre ist der Geschäftsgang bisher als zufriedenstellend zu bezeichnen; die Aufträge reichen für längere Zeit aus. Die Preise der Rohstoffe sind weiter gestiegen, doch konnten entsprechende Verkaufspreise erzielt werden. An der Börse blieb die Haltung fest, die Umsätze hielten sich in mäßigen Grenzen. Die Gesellschaft berichtet über das abgelaufene Geschäftsjahr, daß die Beschäftigung in allen Abteilungen befriedigend war. Der Rohgewinn stellte sich auf eine erhebliche Summe, wovon nach Abzug der Unkosten und Abschreibungen ein Reingewinn verbleibt. Die Verwaltung schlägt vor, eine Dividende zu verteilen und den Rest auf neue Rechnung vorzutragen. Im laufenden Jahre ist der Geschäftsgang bisher als zufriedenstellend zu bezeichnen; die Aufträge reichen für längere Zeit aus. Die Preise der Rohstoffe sind weiter gestiegen, doch konnten entsprechende Verkaufspreise erzielt werden. An der Börse blieb die Haltung fest, die Umsätze hielten sich in mäßigen Grenzen. Die Gesellschaft berichtet über das abgelaufene Geschäftsjahr, daß die Beschäftigung in allen Abteilungen befriedigend war. Der Rohgewinn stellte sich auf eine erhebliche Summe, wovon nach Abzug der Unkosten und Abschreibungen ein Reingewinn verbleibt. Die Verwaltung schlägt vor, eine Dividende zu verteilen und den Rest auf neue Rechnung vorzutragen. Im laufenden Jahre ist der Geschäftsgang bisher als zufriedenstellend zu bezeichnen; die Aufträge reichen für längere Zeit aus. Die Preise der Rohstoffe sind weiter gestiegen, doch konnten entsprechende Verkaufspreise erzielt werden. An der Börse blieb die Haltung fest, die Umsätze hielten sich in mäßigen Grenzen. (530, 352, 752, 905)
issue-date: Sonntag, 30. April 1916 (824, 58, 971, 71)
section-heading-umsatzsteuer: Die Umsatzsteuer. (118, 337, 232, 350)
table-cell (615, 936, 638, 943)
article-text: Die Gesellschaft berichtet über das abgelaufene Geschäftsjahr, daß die Beschäftigung in allen Abteilungen befriedigend war. Der Rohgewinn stellte sich auf eine erhebliche Summe, wovon nach Abzug der Unkosten und Abschreibungen ein Reingewinn verbleibt. Die Verwaltung schlägt vor, eine Dividende zu verteilen und den Rest auf neue Rechnung vorzutragen. Im laufenden Jahre ist der Geschäftsgang bisher als zufriedenstellend zu bezeichnen; die Aufträge reichen für längere Zeit aus. Die Preise der Rohstoffe sind weiter gestiegen, doch konnten entsprechende Verkaufspreise erzielt werden. An der Börse blieb die Haltung fest, die Umsätze hielten sich in mäßigen Grenzen. Die Gesellschaft berichtet über das abgelaufene Geschäftsjahr, daß die Beschäftigung in allen Abteilungen befriedigend war. Der Rohgewinn stellte sich auf eine erhebliche Summe, wovon nach Abzug der Unkosten und Abschreibungen ein Reingewinn verbleibt. Die Verwaltung schlägt vor, eine Dividende zu verteilen und den Rest auf neue Rechnung vorzutragen. Im laufenden Jahre ist der Geschäftsgang bisher als zufriedenstellend zu bezeichnen; die Aufträge reichen für längere Zeit aus. Die Preise der Rohstoffe sind weiter gestiegen, doch konnten entsprechende Verkaufspreise erzielt werden. An der Börse blieb die Haltung fest, die Umsätze hielten sich in mäßigen Grenzen. (530, 1635, 752, 1793)
section-heading-amerikanische: Amerikanische Börsen- und Handelsnachrichten. (787, 1276, 959, 1304)
article-text: Die Gesellschaft berichtet über das abgelaufene Geschäftsjahr, daß die Beschäftigung in allen Abteilungen befriedigend war. Der Rohgewinn stellte sich auf eine erhebliche Summe, wovon nach Abzug der Unkosten und Abschreibungen ein Reingewinn verbleibt. Die Verwaltung schlägt vor, eine Dividende zu verteilen und den Rest auf neue Rechnung vorzutragen. Im laufenden Jahre ist der Geschäftsgang bisher als zufriedenstellend zu bezeichnen; die Aufträge reichen für längere Zeit aus. Die Preise der Rohstoffe sind weiter gestiegen, doch konnten entsprechende Verkaufspreise erzielt werden. An der Börse blieb die Haltung fest, die Umsätze hielten sich in mäßigen Grenzen. (62, 2036, 288, 2114)
table-title: Südafrikanische Goldminen. (577, 914, 705, 925)
section-rule (778, 831, 968, 832)
table-cell: Ferreira Deep (531, 970, 592, 977)
article-text: Berlin, 29. April. (Priv.-Tel.) Unter dem Vorsitz des Reichstagsabgeordneten Dr. Kämpf hat, wie der „Konfektionär“ mitteilt, gestern im Hansabunde eine Versammlung der Textil- und Bekleidungsbranche stattgefunden. (62, 355, 288, 385)
table-cell (615, 963, 638, 970)
article-text: Ver. Kammerich und Reiter & Schneevogl'sche Werke A.-G., Berlin. Am 29. d. M. wurde die Bilanz vorgelegt. (530, 1015, 752, 1029)
article-text: Die Gesellschaft berichtet über das abgelaufene Geschäftsjahr, daß die Beschäftigung in allen Abteilungen befriedigend war. Der Rohgewinn stellte sich auf eine erhebliche Summe, wovon nach Abzug der Unkosten und Abschreibungen ein Reingewinn verbleibt. Die Verwaltung schlägt vor, eine Dividende zu verteilen und den Rest auf neue Rechnung vorzutragen. Im laufenden Jahre ist der Geschäftsgang bisher als zufriedenstellend zu bezeichnen; die Aufträge reichen für längere Zeit aus. Die Preise der Rohstoffe sind weiter gestiegen, doch konnten entsprechende Verkaufspreise erzielt werden. An der Börse blieb die Haltung fest, die Umsätze hielten sich in mäßigen Grenzen. Die Gesellschaft berichtet über das abgelaufene Geschäftsjahr, daß die Beschäftigung in allen Abteilungen befriedigend war. Der Rohgewinn stellte sich auf eine erhebliche Summe, wovon nach Abzug der Unkosten und Abschreibungen ein Reingewinn verbleibt. Die Verwaltung schlägt vor, eine Dividende zu verteilen und den Rest auf neue Rechnung vorzutragen. Im laufenden Jahre ist der Geschäftsgang bisher als zufriedenstellend zu bezeichnen; die Aufträge reichen für längere Zeit aus. Die Preise der Rohstoffe sind weiter gestiegen, doch konnten entsprechende Verkaufspreise erzielt werden. An der Börse blieb die Haltung fest, die Umsätze hielten sich in mäßigen Grenzen. (762, 89, 984, 247)
table-cell: Village Deep (638, 990, 704, 997)
column-divider (294, 74, 295, 1454)
table-cell: Crown Mines (531, 950, 592, 957)
article-text: Aus der Universität. Der ordentliche Professor Dr. E. Horneffer hat einen Ruf erhalten. Die Stadtverordneten-Versammlung hielt am Freitag eine Sitzung. (62, 1415, 288, 1437)
article-text: Die Gesellschaft berichtet über das abgelaufene Geschäftsjahr, daß die Beschäftigung in allen Abteilungen befriedigend war. Der Rohgewinn stellte sich auf eine erhebliche Summe, wovon nach Abzug der Unkosten und Abschreibungen ein Reingewinn verbleibt. Die Verwaltung schlägt vor, eine Dividende zu verteilen und den Rest auf neue Rechnung vorzutragen. Im laufenden Jahre ist der Geschäftsgang bisher als zufriedenstellend zu bezeichnen; die Aufträge reichen für längere Zeit aus. Die Preise der Rohstoffe sind weiter gestiegen, doch konnten entsprechende Verkaufspreise erzielt werden. An der Börse blieb die Haltung fest, die Umsätze hielten sich in mäßigen Grenzen. Die Gesellschaft berichtet über das abgelaufene Geschäftsjahr, daß die Beschäftigung in allen Abteilungen befriedigend war. Der Rohgewinn stellte sich auf eine erhebliche Summe, wovon nach Abzug der Unkosten und Abschreibungen ein Reingewinn verbleibt. Die Verwaltung schlägt vor, eine Dividende zu verteilen und den Rest auf neue Rechnung vorzutragen. Im laufenden Jahre ist der Geschäftsgang bisher als zufriedenstellend zu bezeichnen; die Aufträge reichen für längere Zeit aus. Die Preise der Rohstoffe sind weiter gestiegen, doch konnten entsprechende Verkaufspreise erzielt werden. An der Börse blieb die Haltung fest, die Umsätze hielten sich in mäßigen Grenzen. Die Gesellschaft berichtet über das abgelaufene Geschäftsjahr, daß die Beschäftigung in allen Abteilungen befriedigend war. Der Rohgewinn stellte sich auf eine erhebliche Summe, wovon nach Abzug der Unkosten und Abschreibungen ein Reingewinn verbleibt. Die Verwaltung schlägt vor, eine Dividende zu verteilen und den Rest auf neue Rechnung vorzutragen. Im laufenden Jahre ist der Geschäftsgang bisher als zufriedenstellend zu bezeichnen; die Aufträge reichen für längere Zeit aus. Die Preise der Rohstoffe sind weiter gestiegen, doch konnten entsprechende Verkaufspreise erzielt werden. An der Börse blieb die Haltung fest, die Umsätze hielten sich in mäßigen Grenzen. (530, 89, 752, 326)
column-3 (530, 74, 752, 1793)
article-text: Elektrizitätswerk Südwest A.-G., Berlin-Wilmersdorf. Die Gesellschaft, deren Aktienkapital 6 Mill. M beträgt, erzielte einen Reingewinn. (762, 74, 984, 88)
section-heading-boersen: Von den deutschen Börsen. (788, 837, 958, 851)
section-rule (78, 707, 272, 708)
section-heading-frankfurter: Frankfurter Angelegenheiten. (82, 1397, 268, 1411)
table-cell: City & Suburban (531, 943, 592, 950)
table-cell: Simmer & Jack (638, 984, 704, 991)
table-cell (705, 997, 728, 1004)
table-cell: Angelo West (531, 936, 592, 943)
article-text: Die Gesellschaft berichtet über das abgelaufene Geschäftsjahr, daß die Beschäftigung in allen Abteilungen befriedigend war. Der Rohgewinn stellte sich auf eine erhebliche Summe, wovon nach Abzug der Unkosten und Abschreibungen ein Reingewinn verbleibt. Die Verwaltung schlägt vor, eine Dividende zu verteilen und den Rest auf neue Rechnung vorzutragen. Im laufenden Jahre ist der Geschäftsgang bisher als zufriedenstellend zu bezeichnen; die Aufträge reichen für längere Zeit aus. Die Preise der Rohstoffe sind weiter gestiegen, doch konnten entsprechende Verkaufspreise erzielt werden. An der Börse blieb die Haltung fest, die Umsätze hielten sich in mäßigen Grenzen. Die Gesellschaft berichtet über das abgelaufene Geschäftsjahr, daß die Beschäftigung in allen Abteilungen befriedigend war. Der Rohgewinn stellte sich auf eine erhebliche Summe, wovon nach Abzug der Unkosten und Abschreibungen ein Reingewinn verbleibt. Die Verwaltung schlägt vor, eine Dividende zu verteilen und den Rest auf neue Rechnung vorzutragen. Im laufenden Jahre ist der Geschäftsgang bisher als zufriedenstellend zu bezeichnen; die Aufträge reichen für längere Zeit aus. Die Preise der Rohstoffe sind weiter gestiegen, doch konnten entsprechende Verkaufspreise erzielt werden. An der Börse blieb die Haltung fest, die Umsätze hielten sich in mäßigen Grenzen. Die Gesellschaft berichtet über das abgelaufene Geschäftsjahr, daß die Beschäftigung in allen Abteilungen befriedigend war. Der Rohgewinn stellte sich auf eine erhebliche Summe, wovon nach Abzug der Unkosten und Abschreibungen ein Reingewinn verbleibt. Die Verwaltung schlägt vor, eine Dividende zu verteilen und den Rest auf neue Rechnung vorzutragen. Im laufenden Jahre ist der Geschäftsgang bisher als zufriedenstellend zu bezeichnen; die Aufträge reichen für längere Zeit aus. Die Preise der Rohstoffe sind weiter gestiegen, doch konnten entsprechende Verkaufspreise erzielt werden. An der Börse blieb die Haltung fest, die Umsätze hielten sich in mäßigen Grenzen. Die Gesellschaft berichtet über das abgelaufene Geschäftsjahr, daß die Beschäftigung in allen Abteilungen befriedigend war. Der Rohgewinn stellte sich auf eine erhebliche Summe, wovon nach Abzug der Unkosten und Abschreibungen ein Reingewinn verbleibt. Die Verwaltung schlägt vor, eine Dividende zu verteilen und den Rest auf neue Rechnung vorzutragen. Im laufenden Jahre ist der Geschäftsgang bisher als zufriedenstellend zu bezeichnen; die Aufträge reichen für längere Zeit aus. Die Preise der Rohstoffe sind weiter gestiegen, doch konnten entsprechende Verkaufspreise erzielt werden. An der Börse blieb die Haltung fest, die Umsätze hielten sich in mäßigen Grenzen. Die Gesellschaft berichtet über das abgelaufene Geschäftsjahr, daß die Beschäftigung in allen Abteilungen befriedigend war. Der Rohgewinn stellte sich auf eine erhebliche Summe, wovon nach Abzug der Unkosten und Abschreibungen ein Reingewinn verbleibt. Die Verwaltung schlägt vor, eine Dividende zu verteilen und den Rest auf neue Rechnung vorzutragen. Im laufenden Jahre ist der Geschäftsgang bisher als zufriedenstellend zu bezeichnen; die Aufträge reichen für längere Zeit aus. Die Preise der Rohstoffe sind weiter gestiegen, doch konnten entsprechende Verkaufspreise erzielt werden. An der Börse blieb die Haltung fest, die Umsätze hielten sich in mäßigen Grenzen. (762, 871, 984, 1265)
table-cell (705, 950, 728, 957)
article-text: Die Gesellschaft berichtet über das abgelaufene Geschäftsjahr, daß die Beschäftigung in allen Abteilungen befriedigend war. Der Rohgewinn stellte sich auf eine erhebliche Summe, wovon nach Abzug der Unkosten und Abschreibungen ein Reingewinn verbleibt. Die Verwaltung schlägt vor, eine Dividende zu verteilen und den Rest auf neue Rechnung vorzutragen. Im laufenden Jahre ist der Geschäftsgang bisher als zufriedenstellend zu bezeichnen; die Aufträge reichen für längere Zeit aus. Die Preise der Rohstoffe sind weiter gestiegen, doch konnten entsprechende Verkaufspreise erzielt werden. An der Börse blieb die Haltung fest, die Umsätze hielten sich in mäßigen Grenzen. Die Gesellschaft berichtet über das abgelaufene Geschäftsjahr, daß die Beschäftigung in allen Abteilungen befriedigend war. Der Rohgewinn stellte sich auf eine erhebliche Summe, wovon nach Abzug der Unkosten und Abschreibungen ein Reingewinn verbleibt. Die Verwaltung schlägt vor, eine Dividende zu verteilen und den Rest auf neue Rechnung vorzutragen. Im laufenden Jahre ist der Geschäftsgang bisher als zufriedenstellend zu bezeichnen; die Aufträge reichen für längere Zeit aus. Die Preise der Rohstoffe sind weiter gestiegen, doch konnten entsprechende Verkaufspreise erzielt werden. An der Börse blieb die Haltung fest, die Umsätze hielten sich in mäßigen Grenzen. Die Gesellschaft berichtet über das abgelaufene Geschäftsjahr, daß die Beschäftigung in allen Abteilungen befriedigend war. Der Rohgewinn stellte sich auf eine erhebliche Summe, wovon nach Abzug der Unkosten und Abschreibungen ein Reingewinn verbleibt. Die Verwaltung schlägt vor, eine Dividende zu verteilen und den Rest auf neue Rechnung vorzutragen. Im laufenden Jahre ist der Geschäftsgang bisher als zufriedenstellend zu bezeichnen; die Aufträge reichen für längere Zeit aus. Die Preise der Rohstoffe sind weiter gestiegen, doch konnten entsprechende Verkaufspreise erzielt werden. An der Börse blieb die Haltung fest, die Umsätze hielten sich in mäßigen Grenzen. Die Gesellschaft berichtet über das abgelaufene Geschäftsjahr, daß die Beschäftigung in allen Abteilungen befriedigend war. Der Rohgewinn stellte sich auf eine erhebliche Summe, wovon nach Abzug der Unkosten und Abschreibungen ein Reingewinn verbleibt. Die Verwaltung schlägt vor, eine Dividende zu verteilen und den Rest auf neue Rechnung vorzutragen. Im laufenden Jahre ist der Geschäftsgang bisher als zufriedenstellend zu bezeichnen; die Aufträge reichen für längere Zeit aus. Die Preise der Rohstoffe sind weiter gestiegen, doch konnten entsprechende Verkaufspreise erzielt werden. An der Börse blieb die Haltung fest, die Umsätze hielten sich in mäßigen Grenzen. (62, 386, 288, 701)
table-cell: Wolhuter (531, 997, 592, 1004)
section-rule (546, 1009, 736, 1010)
article-text: Frankfurt a. M., 29. April. Auch heute herrschte Zurückhaltung. Berlin, 29. April. Die Börse verkehrte in ruhiger Haltung. (762, 855, 984, 870)
goldmines-table (530, 909, 752, 1005)
table-row (531, 997, 751, 1004)
article-text: Berlin, 28. April. Der Berliner Verkehrsverein hat am Sonnabend eine Sitzung abgehalten. Essen, 29. April. Der Kaiser hat in Anerkennung mit der Firma Krupp einen Besuch gemacht. (62, 730, 288, 753)
section-rule (546, 1614, 736, 1615)
column-divider (756, 74, 757, 1454)
page-header (62, 58, 982, 72)
intro-text: Grundstück endgültig dazu überwiesen werden können, wurde Anfang Mai 1914 die Erlaubnis zum Beziehen erteilt. (62, 74, 288, 88)
article-text: Fußball in Frankfurt. Am kommenden Sonntag beginnt die zweite Runde der Spiele um den Eisernen Fußball. (62, 2020, 288, 2035)
article-text: New York, 28. April. Die Aufwärtsbewegung der Kurse setzte sich fort. New York, 28. April. Der Weizenmarkt eröffnete fest. (762, 1308, 984, 1323)
section-rule (78, 331, 272, 332)
table-cell (592, 997, 615, 1004)
table-cell: Langlaagte (638, 956, 704, 963)
table-cell (705, 990, 728, 997)
book-binding (0, 0, 30, 1469)
table-cell (592, 990, 615, 997)
table-cell (705, 936, 728, 943)
section-heading-vermischte: Vermischte Nachrichten. (98, 712, 252, 726)
table-cell (592, 950, 615, 957)
article-text: Bayerische Versicherungsbank A.-G. vorm. Versicherungsanstalten der Bayerischen Hypotheken- und Wechselbank, München. (530, 337, 752, 351)
article-text: Von der Amsterdamer Börse wird uns am 25. d. M. geschrieben: Die Börse zeigte in der Berichtswoche ein ziemlich unsicheres Aussehen. (300, 739, 520, 754)
table-cell (615, 977, 638, 984)
table-cell (592, 970, 615, 977)
article-text: Die Gesellschaft berichtet über das abgelaufene Geschäftsjahr, daß die Beschäftigung in allen Abteilungen befriedigend war. Der Rohgewinn stellte sich auf eine erhebliche Summe, wovon nach Abzug der Unkosten und Abschreibungen ein Reingewinn verbleibt. Die Verwaltung schlägt vor, eine Dividende zu verteilen und den Rest auf neue Rechnung vorzutragen. Im laufenden Jahre ist der Geschäftsgang bisher als zufriedenstellend zu bezeichnen; die Aufträge reichen für längere Zeit aus. Die Preise der Rohstoffe sind weiter gestiegen, doch konnten entsprechende Verkaufspreise erzielt werden. An der Börse blieb die Haltung fest, die Umsätze hielten sich in mäßigen Grenzen. Die Gesellschaft berichtet über das abgelaufene Geschäftsjahr, daß die Beschäftigung in allen Abteilungen befriedigend war. Der Rohgewinn stellte sich auf eine erhebliche Summe, wovon nach Abzug der Unkosten und Abschreibungen ein Reingewinn verbleibt. Die Verwaltung schlägt vor, eine Dividende zu verteilen und den Rest auf neue Rechnung vorzutragen. Im laufenden Jahre ist der Geschäftsgang bisher als zufriedenstellend zu bezeichnen; die Aufträge reichen für längere Zeit aus. Die Preise der Rohstoffe sind weiter gestiegen, doch konnten entsprechende Verkaufspreise erzielt werden. An der Börse blieb die Haltung fest, die Umsätze hielten sich in mäßigen Grenzen. Die Gesellschaft berichtet über das abgelaufene Geschäftsjahr, daß die Beschäftigung in allen Abteilungen befriedigend war. Der Rohgewinn stellte sich auf eine erhebliche Summe, wovon nach Abzug der Unkosten und Abschreibungen ein Reingewinn verbleibt. Die Verwaltung schlägt vor, eine Dividende zu verteilen und den Rest auf neue Rechnung vorzutragen. Im laufenden Jahre ist der Geschäftsgang bisher als zufriedenstellend zu bezeichnen; die Aufträge reichen für längere Zeit aus. Die Preise der Rohstoffe sind weiter gestiegen, doch konnten entsprechende Verkaufspreise erzielt werden. An der Börse blieb die Haltung fest, die Umsätze hielten sich in mäßigen Grenzen. Die Gesellschaft berichtet über das abgelaufene Geschäftsjahr, daß die Beschäftigung in allen Abteilungen befriedigend war. Der Rohgewinn stellte sich auf eine erhebliche Summe, wovon nach Abzug der Unkosten und Abschreibungen ein Reingewinn verbleibt. Die Verwaltung schlägt vor, eine Dividende zu verteilen und den Rest auf neue Rechnung vorzutragen. Im laufenden Jahre ist der Geschäftsgang bisher als zufriedenstellend zu bezeichnen; die Aufträge reichen für längere Zeit aus. Die Preise der Rohstoffe sind weiter gestiegen, doch konnten entsprechende Verkaufspreise erzielt werden. An der Börse blieb die Haltung fest, die Umsätze hielten sich in mäßigen Grenzen. (530, 1030, 752, 1346)
article-text: Die Gesellschaft berichtet über das abgelaufene Geschäftsjahr, daß die Beschäftigung in allen Abteilungen befriedigend war. Der Rohgewinn stellte sich auf eine erhebliche Summe, wovon nach Abzug der Unkosten und Abschreibungen ein Reingewinn verbleibt. Die Verwaltung schlägt vor, eine Dividende zu verteilen und den Rest auf neue Rechnung vorzutragen. Im laufenden Jahre ist der Geschäftsgang bisher als zufriedenstellend zu bezeichnen; die Aufträge reichen für längere Zeit aus. Die Preise der Rohstoffe sind weiter gestiegen, doch konnten entsprechende Verkaufspreise erzielt werden. An der Börse blieb die Haltung fest, die Umsätze hielten sich in mäßigen Grenzen. Die Gesellschaft berichtet über das abgelaufene Geschäftsjahr, daß die Beschäftigung in allen Abteilungen befriedigend war. Der Rohgewinn stellte sich auf eine erhebliche Summe, wovon nach Abzug der Unkosten und Abschreibungen ein Reingewinn verbleibt. Die Verwaltung schlägt vor, eine Dividende zu verteilen und den Rest auf neue Rechnung vorzutragen. Im laufenden Jahre ist der Geschäftsgang bisher als zufriedenstellend zu bezeichnen; die Aufträge reichen für längere Zeit aus. Die Preise der Rohstoffe sind weiter gestiegen, doch konnten entsprechende Verkaufspreise erzielt werden. An der Börse blieb die Haltung fest, die Umsätze hielten sich in mäßigen Grenzen. Die Gesellschaft berichtet über das abgelaufene Geschäftsjahr, daß die Beschäftigung in allen Abteilungen befriedigend war. Der Rohgewinn stellte sich auf eine erhebliche Summe, wovon nach Abzug der Unkosten und Abschreibungen ein Reingewinn verbleibt. Die Verwaltung schlägt vor, eine Dividende zu verteilen und den Rest auf neue Rechnung vorzutragen. Im laufenden Jahre ist der Geschäftsgang bisher als zufriedenstellend zu bezeichnen; die Aufträge reichen für längere Zeit aus. Die Preise der Rohstoffe sind weiter gestiegen, doch konnten entsprechende Verkaufspreise erzielt werden. An der Börse blieb die Haltung fest, die Umsätze hielten sich in mäßigen Grenzen. Die Gesellschaft berichtet über das abgelaufene Geschäftsjahr, daß die Beschäftigung in allen Abteilungen befriedigend war. Der Rohgewinn stellte sich auf eine erhebliche Summe, wovon nach Abzug der Unkosten und Abschreibungen ein Reingewinn verbleibt. Die Verwaltung schlägt vor, eine Dividende zu verteilen und den Rest auf neue Rechnung vorzutragen. Im laufenden Jahre ist der Geschäftsgang bisher als zufriedenstellend zu bezeichnen; die Aufträge reichen für längere Zeit aus. Die Preise der Rohstoffe sind weiter gestiegen, doch konnten entsprechende Verkaufspreise erzielt werden. An der Börse blieb die Haltung fest, die Umsätze hielten sich in mäßigen Grenzen. Die Gesellschaft berichtet über das abgelaufene Geschäftsjahr, daß die Beschäftigung in allen Abteilungen befriedigend war. Der Rohgewinn stellte sich auf eine erhebliche Summe, wovon nach Abzug der Unkosten und Abschreibungen ein Reingewinn verbleibt. Die Verwaltung schlägt vor, eine Dividende zu verteilen und den Rest auf neue Rechnung vorzutragen. Im laufenden Jahre ist der Geschäftsgang bisher als zufriedenstellend zu bezeichnen; die Aufträge reichen für längere Zeit aus. Die Preise der Rohstoffe sind weiter gestiegen, doch konnten entsprechende Verkaufspreise erzielt werden. An der Börse blieb die Haltung fest, die Umsätze hielten sich in mäßigen Grenzen. Die Gesellschaft berichtet über das abgelaufene Geschäftsjahr, daß die Beschäftigung in allen Abteilungen befriedigend war. Der Rohgewinn stellte sich auf eine erhebliche Summe, wovon nach Abzug der Unkosten und Abschreibungen ein Reingewinn verbleibt. Die Verwaltung schlägt vor, eine Dividende zu verteilen und den Rest auf neue Rechnung vorzutragen. Im laufenden Jahre ist der Geschäftsgang bisher als zufriedenstellend zu bezeichnen; die Aufträge reichen für längere Zeit aus. Die Preise der Rohstoffe sind weiter gestiegen, doch konnten entsprechende Verkaufspreise erzielt werden. An der Börse blieb die Haltung fest, die Umsätze hielten sich in mäßigen Grenzen. Die Gesellschaft berichtet über das abgelaufene Geschäftsjahr, daß die Beschäftigung in allen Abteilungen befriedigend war. Der Rohgewinn stellte sich auf eine erhebliche Summe, wovon nach Abzug der Unkosten und Abschreibungen ein Reingewinn verbleibt. Die Verwaltung schlägt vor, eine Dividende zu verteilen und den Rest auf neue Rechnung vorzutragen. Im laufenden Jahre ist der Geschäftsgang bisher als zufriedenstellend zu bezeichnen; die Aufträge reichen für längere Zeit aus. Die Preise der Rohstoffe sind weiter gestiegen, doch konnten entsprechende Verkaufspreise erzielt werden. An der Börse blieb die Haltung fest, die Umsätze hielten sich in mäßigen Grenzen. (300, 175, 520, 728)
column-1 (62, 74, 288, 2114)
section-rule (778, 252, 968, 253)
table-row (531, 943, 751, 950)
section-rule (778, 1270, 968, 1271)
table-header: März (727, 928, 750, 935)
section-rule (78, 1391, 272, 1392)
section-rule (316, 733, 504, 734)
table-cell: Witwatersrand (638, 997, 704, 1004)
table-cell (705, 956, 728, 963)
table-header: Febr. (592, 928, 615, 935)
article-text: Die Gesellschaft berichtet über das abgelaufene Geschäftsjahr, daß die Beschäftigung in allen Abteilungen befriedigend war. Der Rohgewinn stellte sich auf eine erhebliche Summe, wovon nach Abzug der Unkosten und Abschreibungen ein Reingewinn verbleibt. Die Verwaltung schlägt vor, eine Dividende zu verteilen und den Rest auf neue Rechnung vorzutragen. Im laufenden Jahre ist der Geschäftsgang bisher als zufriedenstellend zu bezeichnen; die Aufträge reichen für längere Zeit aus. Die Preise der Rohstoffe sind weiter gestiegen, doch konnten entsprechende Verkaufspreise erzielt werden. An der Börse blieb die Haltung fest, die Umsätze hielten sich in mäßigen Grenzen. Die Gesellschaft berichtet über das abgelaufene Geschäftsjahr, daß die Beschäftigung in allen Abteilungen befriedigend war. Der Rohgewinn stellte sich auf eine erhebliche Summe, wovon nach Abzug der Unkosten und Abschreibungen ein Reingewinn verbleibt. Die Verwaltung schlägt vor, eine Dividende zu verteilen und den Rest auf neue Rechnung vorzutragen. Im laufenden Jahre ist der Geschäftsgang bisher als zufriedenstellend zu bezeichnen; die Aufträge reichen für längere Zeit aus. Die Preise der Rohstoffe sind weiter gestiegen, doch konnten entsprechende Verkaufspreise erzielt werden. An der Börse blieb die Haltung fest, die Umsätze hielten sich in mäßigen Grenzen. Die Gesellschaft berichtet über das abgelaufene Geschäftsjahr, daß die Beschäftigung in allen Abteilungen befriedigend war. Der Rohgewinn stellte sich auf eine erhebliche Summe, wovon nach Abzug der Unkosten und Abschreibungen ein Reingewinn verbleibt. Die Verwaltung schlägt vor, eine Dividende zu verteilen und den Rest auf neue Rechnung vorzutragen. Im laufenden Jahre ist der Geschäftsgang bisher als zufriedenstellend zu bezeichnen; die Aufträge reichen für längere Zeit aus. Die Preise der Rohstoffe sind weiter gestiegen, doch konnten entsprechende Verkaufspreise erzielt werden. An der Börse blieb die Haltung fest, die Umsätze hielten sich in mäßigen Grenzen. (62, 89, 288, 326)
table-row (531, 970, 751, 977)
table-cell (592, 963, 615, 970)
table-header: Gewinn in £ (531, 928, 592, 935)
article-text: Der durchschnittliche Kostpreis dürfte höchstens fl. 7 per Picul betragen. — Tabak- und Gummiwerte sind eher etwas schwächer. (530, 74, 752, 88)
table-header: Gewinn in £ (638, 928, 704, 935)
table-cell (705, 984, 728, 991)
table-cell: Geduld Prop. (531, 977, 592, 984)
table-row (531, 977, 751, 984)
table-row (531, 950, 751, 957)
table-cell (727, 997, 750, 1004)
table-cell (727, 970, 750, 977)
paper-title: Erstes Morgenblatt der Frankfurter Zeitung (417, 58, 690, 71)
table-cell (727, 950, 750, 957)
table-cell (727, 977, 750, 984)
table-cell: New Kleinfontein (638, 977, 704, 984)
table-cell (615, 990, 638, 997)
article-text: Vom Berliner Getreide- und Futtermittelmarkt. Vom 22. bis 29. April. Das Geschäft bewegte sich in engen Grenzen. (762, 257, 984, 272)
section-rule (546, 331, 736, 332)
page-number: Seite 4 Nummer 119 (62, 58, 190, 71)
table-cell: Glencairn (638, 943, 704, 950)
table-cell (705, 943, 728, 950)
header-rule (60, 71, 982, 72)
table-row (531, 984, 751, 991)
section-rule (78, 1996, 272, 1997)
article-text: Ver. Maschinenfabriken A.-G. vorm. Skoda, Ruston, Bromovsky und Ringhoffer, Prag. (530, 1620, 752, 1634)
table-cell: Van Ryn (531, 990, 592, 997)
table-cell: Robinson Gold (531, 984, 592, 991)
table-row (531, 963, 751, 970)
